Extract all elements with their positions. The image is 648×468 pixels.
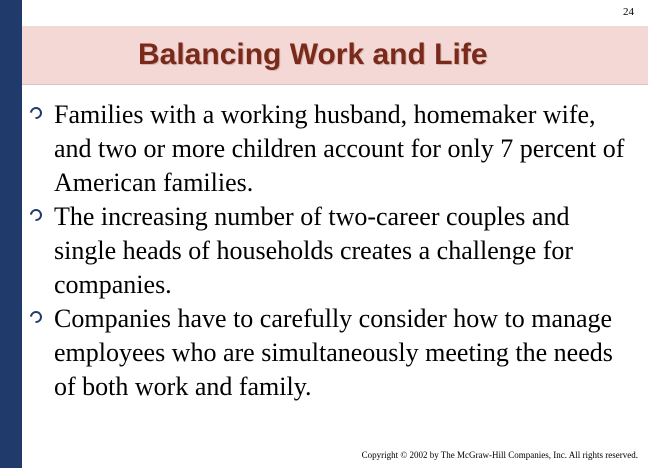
bullet-item [30, 302, 630, 404]
left-accent-bar [0, 0, 22, 468]
bullet-list [30, 98, 630, 404]
bullet-text: The increasing number of two-career couples and single heads of households creates a challenge for companies. [54, 202, 574, 299]
open-circle-bullet-icon [28, 207, 45, 224]
open-circle-bullet-icon [28, 105, 45, 122]
slide-title: Balancing Work and Life [138, 38, 488, 71]
slide-number: 24 [623, 6, 634, 18]
copyright-notice: Copyright © 2002 by The McGraw-Hill Companies, Inc. All rights reserved. [361, 450, 638, 460]
bullet-text: Companies have to carefully consider how to manage employees who are simultaneously meeting the needs of both work and family. [54, 304, 613, 401]
bullet-item [30, 200, 630, 302]
bullet-text: Families with a working husband, homemaker wife, and two or more children account for only 7 percent of American families. [54, 100, 625, 197]
open-circle-bullet-icon [28, 309, 45, 326]
bullet-item [30, 98, 630, 200]
